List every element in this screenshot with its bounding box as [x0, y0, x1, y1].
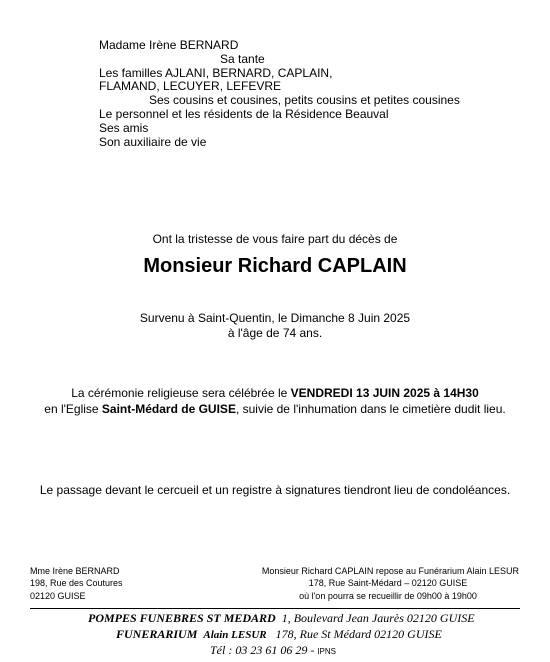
footer-funerarium — [116, 627, 442, 642]
contact-city: 02120 GUISE — [30, 591, 86, 601]
visiting-hours: où l'on pourra se recueillir de 09h00 à 19h00 — [299, 591, 477, 601]
footer-pompes — [88, 611, 475, 626]
footer-phone — [210, 643, 336, 658]
ceremony-intro: La cérémonie religieuse sera célébrée le — [71, 386, 291, 400]
ceremony-datetime: VENDREDI 13 JUIN 2025 à 14H30 — [290, 386, 479, 400]
ipns-label: IPNS — [317, 647, 336, 656]
phone-number: Tél : 03 23 61 06 29 - — [210, 643, 318, 657]
family-line: Madame Irène BERNARD — [99, 38, 239, 52]
funerarium-label: FUNERARIUM — [116, 627, 198, 641]
funerarium-owner: Alain LESUR — [203, 629, 267, 641]
family-line: Les familles AJLANI, BERNARD, CAPLAIN, — [99, 66, 333, 80]
funerarium-address: 178, Rue Saint-Médard – 02120 GUISE — [308, 578, 468, 588]
family-line: Son auxiliaire de vie — [99, 135, 207, 149]
divider — [30, 608, 520, 609]
funerarium-notice: Monsieur Richard CAPLAIN repose au Funérarium Alain LESUR — [261, 566, 519, 576]
deceased-name: Monsieur Richard CAPLAIN — [143, 255, 407, 277]
death-details: Survenu à Saint-Quentin, le Dimanche 8 Juin 2025 — [139, 311, 411, 325]
condolences-text: Le passage devant le cercueil et un registre à signatures tiendront lieu de condoléances. — [39, 483, 511, 497]
contact-street: 198, Rue des Coutures — [30, 578, 123, 588]
church-name: Saint-Médard de GUISE — [101, 402, 236, 416]
family-line: Sa tante — [220, 52, 265, 66]
family-line: Ses amis — [99, 121, 149, 135]
church-line — [0, 402, 550, 416]
family-line: Ses cousins et cousines, petits cousins et petites cousines — [149, 93, 460, 107]
pompes-address: 1, Boulevard Jean Jaurès 02120 GUISE — [281, 611, 475, 625]
ceremony-line — [0, 386, 550, 400]
church-suffix: , suivie de l'inhumation dans le cimetière dudit lieu. — [235, 402, 506, 416]
contact-name: Mme Irène BERNARD — [30, 566, 120, 576]
age-details: à l'âge de 74 ans. — [227, 326, 323, 340]
funerarium-street: 178, Rue St Médard 02120 GUISE — [275, 627, 442, 641]
church-prefix: en l'Eglise — [44, 402, 102, 416]
family-line: Le personnel et les résidents de la Résidence Beauval — [99, 107, 389, 121]
family-line: FLAMAND, LECUYER, LEFEVRE — [99, 79, 282, 93]
announcement-text: Ont la tristesse de vous faire part du décès de — [152, 232, 398, 246]
pompes-name: POMPES FUNEBRES ST MEDARD — [88, 611, 276, 625]
